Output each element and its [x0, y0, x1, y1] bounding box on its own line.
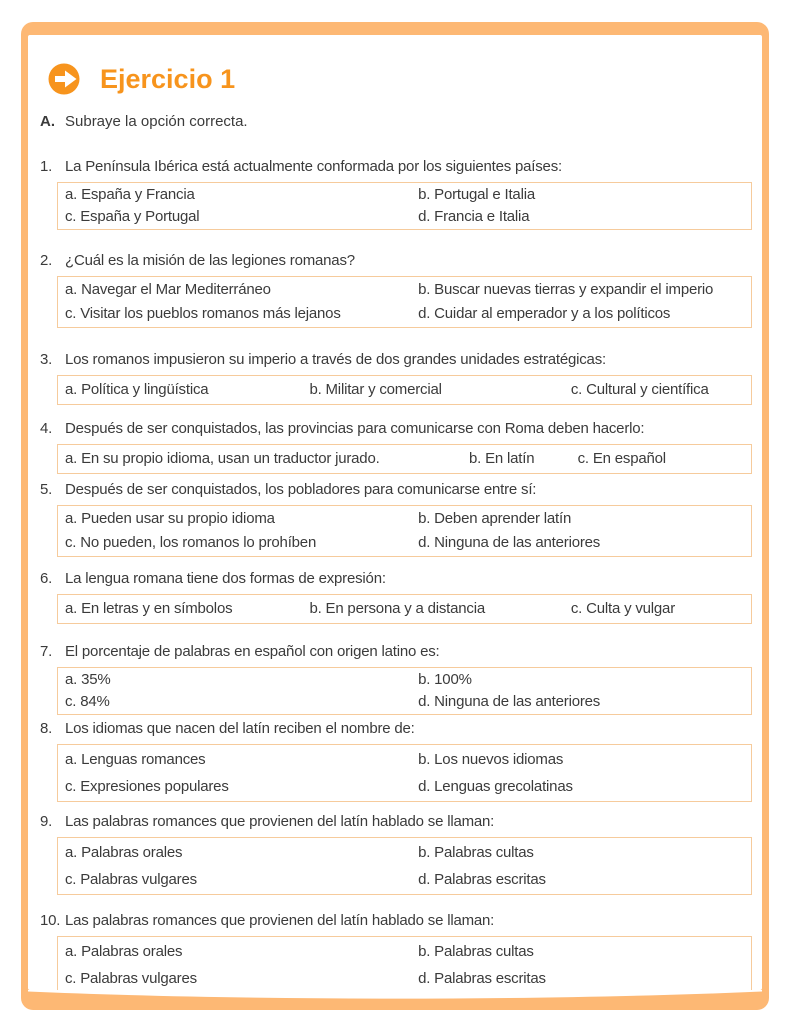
instruction-text: Subraye la opción correcta.	[65, 113, 248, 130]
options-row	[65, 669, 744, 691]
option: b. Deben aprender latín	[418, 510, 572, 527]
question	[40, 251, 752, 328]
option: a. Navegar el Mar Mediterráneo	[65, 281, 271, 298]
options-box	[57, 936, 752, 990]
options-box	[57, 594, 752, 624]
page-inner	[28, 35, 762, 990]
question-number: 2.	[40, 252, 53, 269]
options-box	[57, 375, 752, 405]
instruction-label: A.	[40, 113, 55, 130]
options-row	[65, 773, 744, 800]
question-line	[40, 719, 752, 738]
option: b. Palabras cultas	[418, 843, 534, 861]
options-row	[65, 446, 744, 472]
option: d. Palabras escritas	[418, 870, 546, 888]
option: d. Cuidar al emperador y a los políticos	[418, 305, 671, 322]
question-number: 9.	[40, 813, 53, 830]
option: b. En persona y a distancia	[309, 600, 485, 617]
question	[40, 350, 752, 405]
question-text: Después de ser conquistados, las provincias para comunicarse con Roma deben hacerlo:	[65, 420, 645, 437]
question-line	[40, 911, 752, 930]
option: d. Lenguas grecolatinas	[418, 777, 573, 795]
option: d. Ninguna de las anteriores	[418, 534, 601, 551]
question	[40, 642, 752, 715]
question-number: 10.	[40, 912, 61, 929]
question-text: Las palabras romances que provienen del latín hablado se llaman:	[65, 813, 495, 830]
option: b. 100%	[418, 671, 472, 688]
options-box	[57, 744, 752, 802]
options-row	[65, 206, 744, 228]
option: c. 84%	[65, 693, 110, 710]
question-line	[40, 419, 752, 438]
question-number: 7.	[40, 643, 53, 660]
question-number: 8.	[40, 720, 53, 737]
options-row	[65, 691, 744, 713]
option: a. Pueden usar su propio idioma	[65, 510, 275, 527]
option: b. Portugal e Italia	[418, 186, 535, 203]
option: a. España y Francia	[65, 186, 195, 203]
question	[40, 569, 752, 624]
options-row	[65, 746, 744, 773]
question-line	[40, 480, 752, 499]
option: c. España y Portugal	[65, 208, 200, 225]
question-text: Los idiomas que nacen del latín reciben el nombre de:	[65, 720, 415, 737]
option: b. En latín	[469, 450, 535, 467]
question-line	[40, 569, 752, 588]
options-box	[57, 667, 752, 715]
option: a. Palabras orales	[65, 942, 183, 960]
option: d. Palabras escritas	[418, 969, 546, 987]
question	[40, 419, 752, 474]
question-line	[40, 251, 752, 270]
question-text: Las palabras romances que provienen del latín hablado se llaman:	[65, 912, 495, 929]
options-row	[65, 278, 744, 302]
options-row	[65, 938, 744, 965]
options-box	[57, 444, 752, 474]
circle-arrow-right-icon	[48, 63, 80, 95]
option: a. En letras y en símbolos	[65, 600, 233, 617]
option: c. Palabras vulgares	[65, 870, 197, 888]
question-line	[40, 642, 752, 661]
exercise-header	[48, 63, 752, 95]
question-text: Los romanos impusieron su imperio a través de dos grandes unidades estratégicas:	[65, 351, 606, 368]
question	[40, 157, 752, 230]
orange-page-frame	[21, 22, 769, 1010]
question-text: La lengua romana tiene dos formas de expresión:	[65, 570, 386, 587]
option: c. No pueden, los romanos lo prohíben	[65, 534, 317, 551]
question-number: 1.	[40, 158, 53, 175]
option: d. Ninguna de las anteriores	[418, 693, 601, 710]
options-row	[65, 184, 744, 206]
question-number: 4.	[40, 420, 53, 437]
option: a. Política y lingüística	[65, 381, 209, 398]
question	[40, 911, 752, 990]
questions	[40, 157, 752, 990]
option: c. Cultural y científica	[570, 381, 709, 398]
options-box	[57, 276, 752, 328]
options-row	[65, 866, 744, 893]
options-row	[65, 839, 744, 866]
question-line	[40, 157, 752, 176]
question	[40, 719, 752, 802]
question-text: La Península Ibérica está actualmente conformada por los siguientes países:	[65, 158, 562, 175]
question-text: ¿Cuál es la misión de las legiones romanas?	[65, 252, 355, 269]
page-title: Ejercicio 1	[100, 63, 236, 94]
question-number: 3.	[40, 351, 53, 368]
option: c. En español	[577, 450, 666, 467]
options-row	[65, 965, 744, 990]
question-number: 6.	[40, 570, 53, 587]
option: c. Culta y vulgar	[570, 600, 675, 617]
option: c. Visitar los pueblos romanos más lejanos	[65, 305, 341, 322]
option: a. 35%	[65, 671, 111, 688]
option: b. Los nuevos idiomas	[418, 750, 564, 768]
question-text: El porcentaje de palabras en español con origen latino es:	[65, 643, 440, 660]
option: b. Buscar nuevas tierras y expandir el imperio	[418, 281, 714, 298]
option: d. Francia e Italia	[418, 208, 530, 225]
question-text: Después de ser conquistados, los pobladores para comunicarse entre sí:	[65, 481, 537, 498]
question	[40, 812, 752, 895]
option: a. En su propio idioma, usan un traductor jurado.	[65, 450, 380, 467]
options-box	[57, 182, 752, 230]
options-row	[65, 531, 744, 555]
options-box	[57, 837, 752, 895]
page-content-area	[28, 35, 762, 990]
question	[40, 480, 752, 557]
option: b. Militar y comercial	[309, 381, 442, 398]
options-row	[65, 507, 744, 531]
question-line	[40, 350, 752, 369]
bottom-wave-decoration	[28, 990, 762, 1002]
options-row	[65, 302, 744, 326]
options-row	[65, 596, 744, 622]
options-row	[65, 377, 744, 403]
question-number: 5.	[40, 481, 53, 498]
option: a. Palabras orales	[65, 843, 183, 861]
question-line	[40, 812, 752, 831]
option: a. Lenguas romances	[65, 750, 206, 768]
option: c. Expresiones populares	[65, 777, 229, 795]
option: c. Palabras vulgares	[65, 969, 197, 987]
options-box	[57, 505, 752, 557]
instruction-line	[40, 112, 752, 131]
option: b. Palabras cultas	[418, 942, 534, 960]
